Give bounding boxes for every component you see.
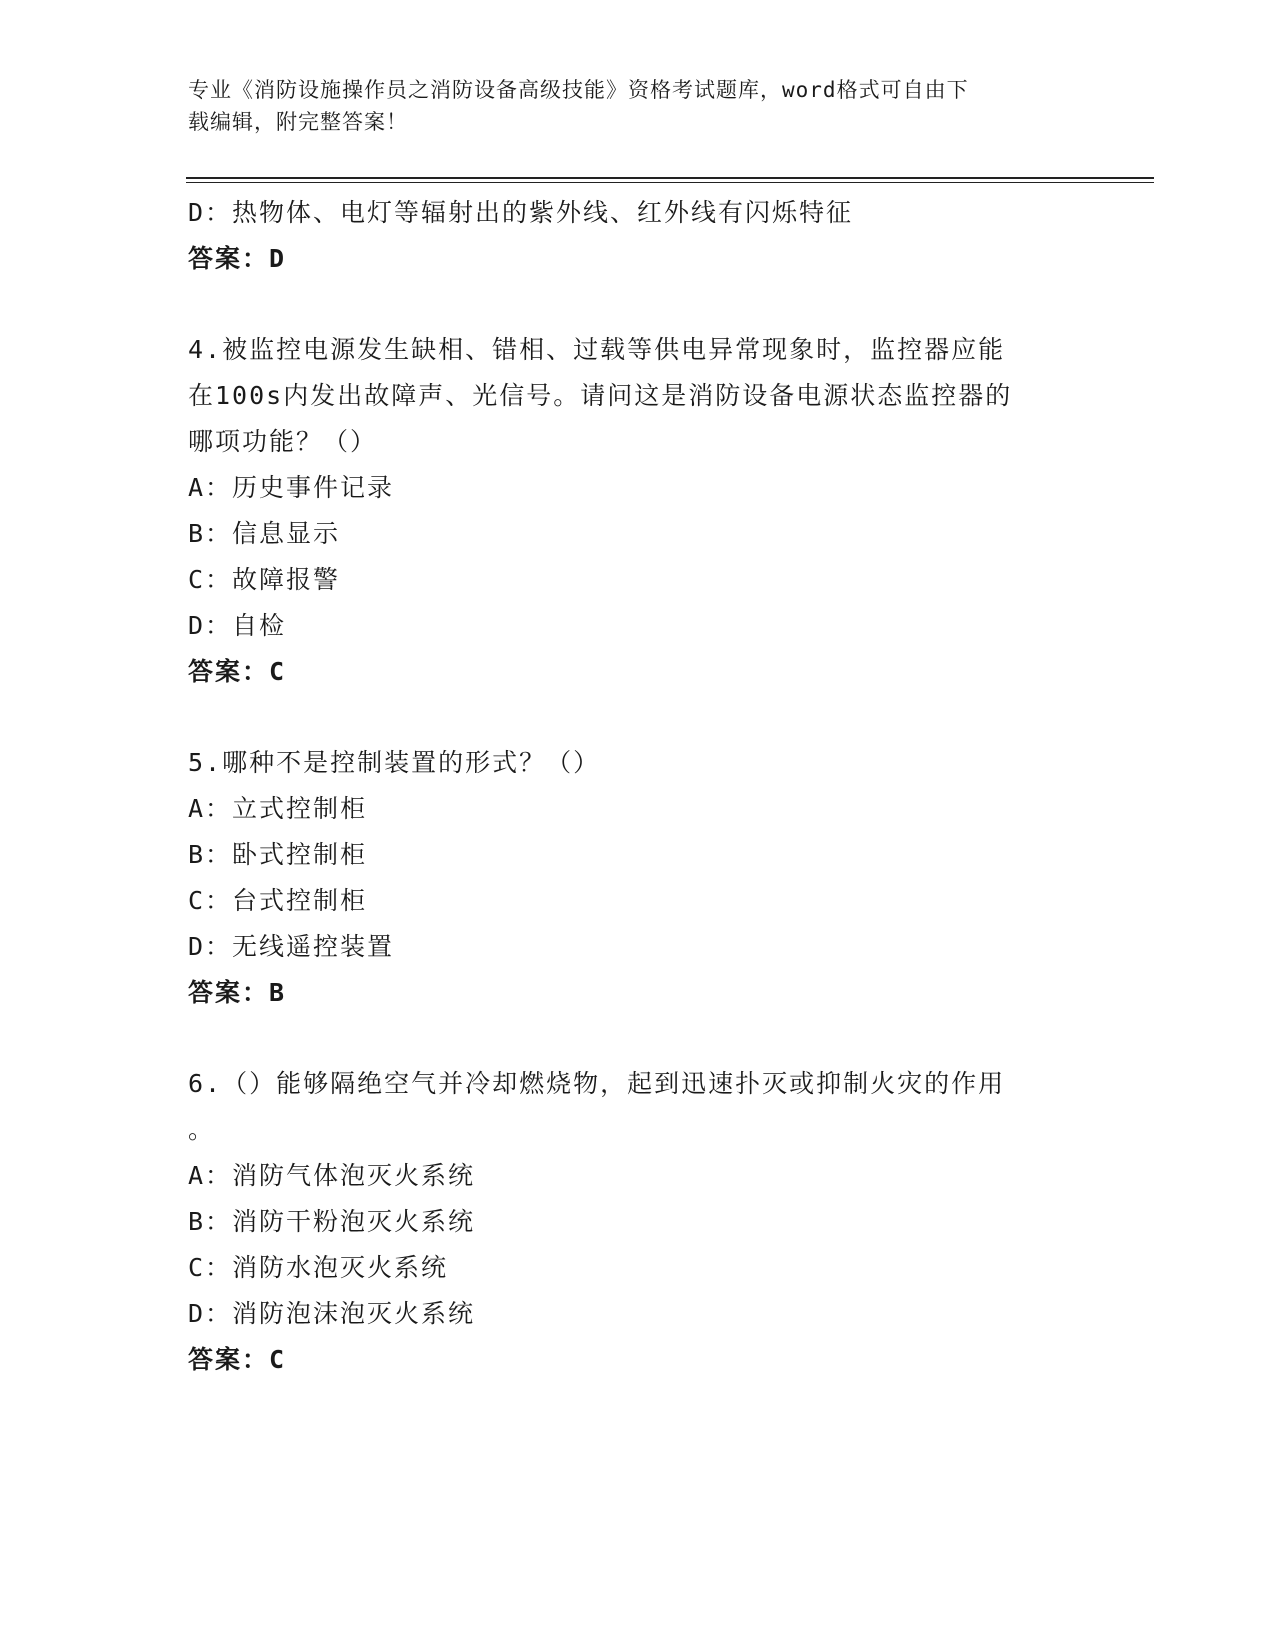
question-text: 在100s内发出故障声、光信号。请问这是消防设备电源状态监控器的 <box>188 381 1013 410</box>
question-content <box>188 190 1088 1383</box>
header-rule-thin <box>186 182 1154 183</box>
answer: 答案：C <box>188 1345 287 1374</box>
header-line-1: 专业《消防设施操作员之消防设备高级技能》资格考试题库，word格式可自由下 <box>188 78 969 102</box>
answer: 答案：B <box>188 978 287 1007</box>
option-b: B：信息显示 <box>188 519 341 548</box>
answer: 答案：C <box>188 657 287 686</box>
prev-answer: 答案：D <box>188 244 287 273</box>
option-d: D：自检 <box>188 611 287 640</box>
option-c: C：台式控制柜 <box>188 886 368 915</box>
option-a: A：历史事件记录 <box>188 473 395 502</box>
header-rule-thick <box>186 177 1154 179</box>
document-header <box>188 74 1068 138</box>
option-a: A：立式控制柜 <box>188 794 368 823</box>
question-4 <box>188 327 1088 695</box>
question-5 <box>188 740 1088 1016</box>
option-b: B：卧式控制柜 <box>188 840 368 869</box>
option-a: A：消防气体泡灭火系统 <box>188 1161 476 1190</box>
question-text: 。 <box>188 1115 216 1144</box>
question-text: 5.哪种不是控制装置的形式？（） <box>188 748 601 777</box>
prev-option-d: D：热物体、电灯等辐射出的紫外线、红外线有闪烁特征 <box>188 198 854 227</box>
question-text: 哪项功能？（） <box>188 427 378 456</box>
option-c: C：消防水泡灭火系统 <box>188 1253 449 1282</box>
question-6 <box>188 1061 1088 1383</box>
option-d: D：消防泡沫泡灭火系统 <box>188 1299 476 1328</box>
header-line-2: 载编辑，附完整答案！ <box>188 110 408 134</box>
question-text: 6.（）能够隔绝空气并冷却燃烧物，起到迅速扑灭或抑制火灾的作用 <box>188 1069 1006 1098</box>
option-c: C：故障报警 <box>188 565 341 594</box>
option-b: B：消防干粉泡灭火系统 <box>188 1207 476 1236</box>
option-d: D：无线遥控装置 <box>188 932 395 961</box>
question-text: 4.被监控电源发生缺相、错相、过载等供电异常现象时，监控器应能 <box>188 335 1006 364</box>
